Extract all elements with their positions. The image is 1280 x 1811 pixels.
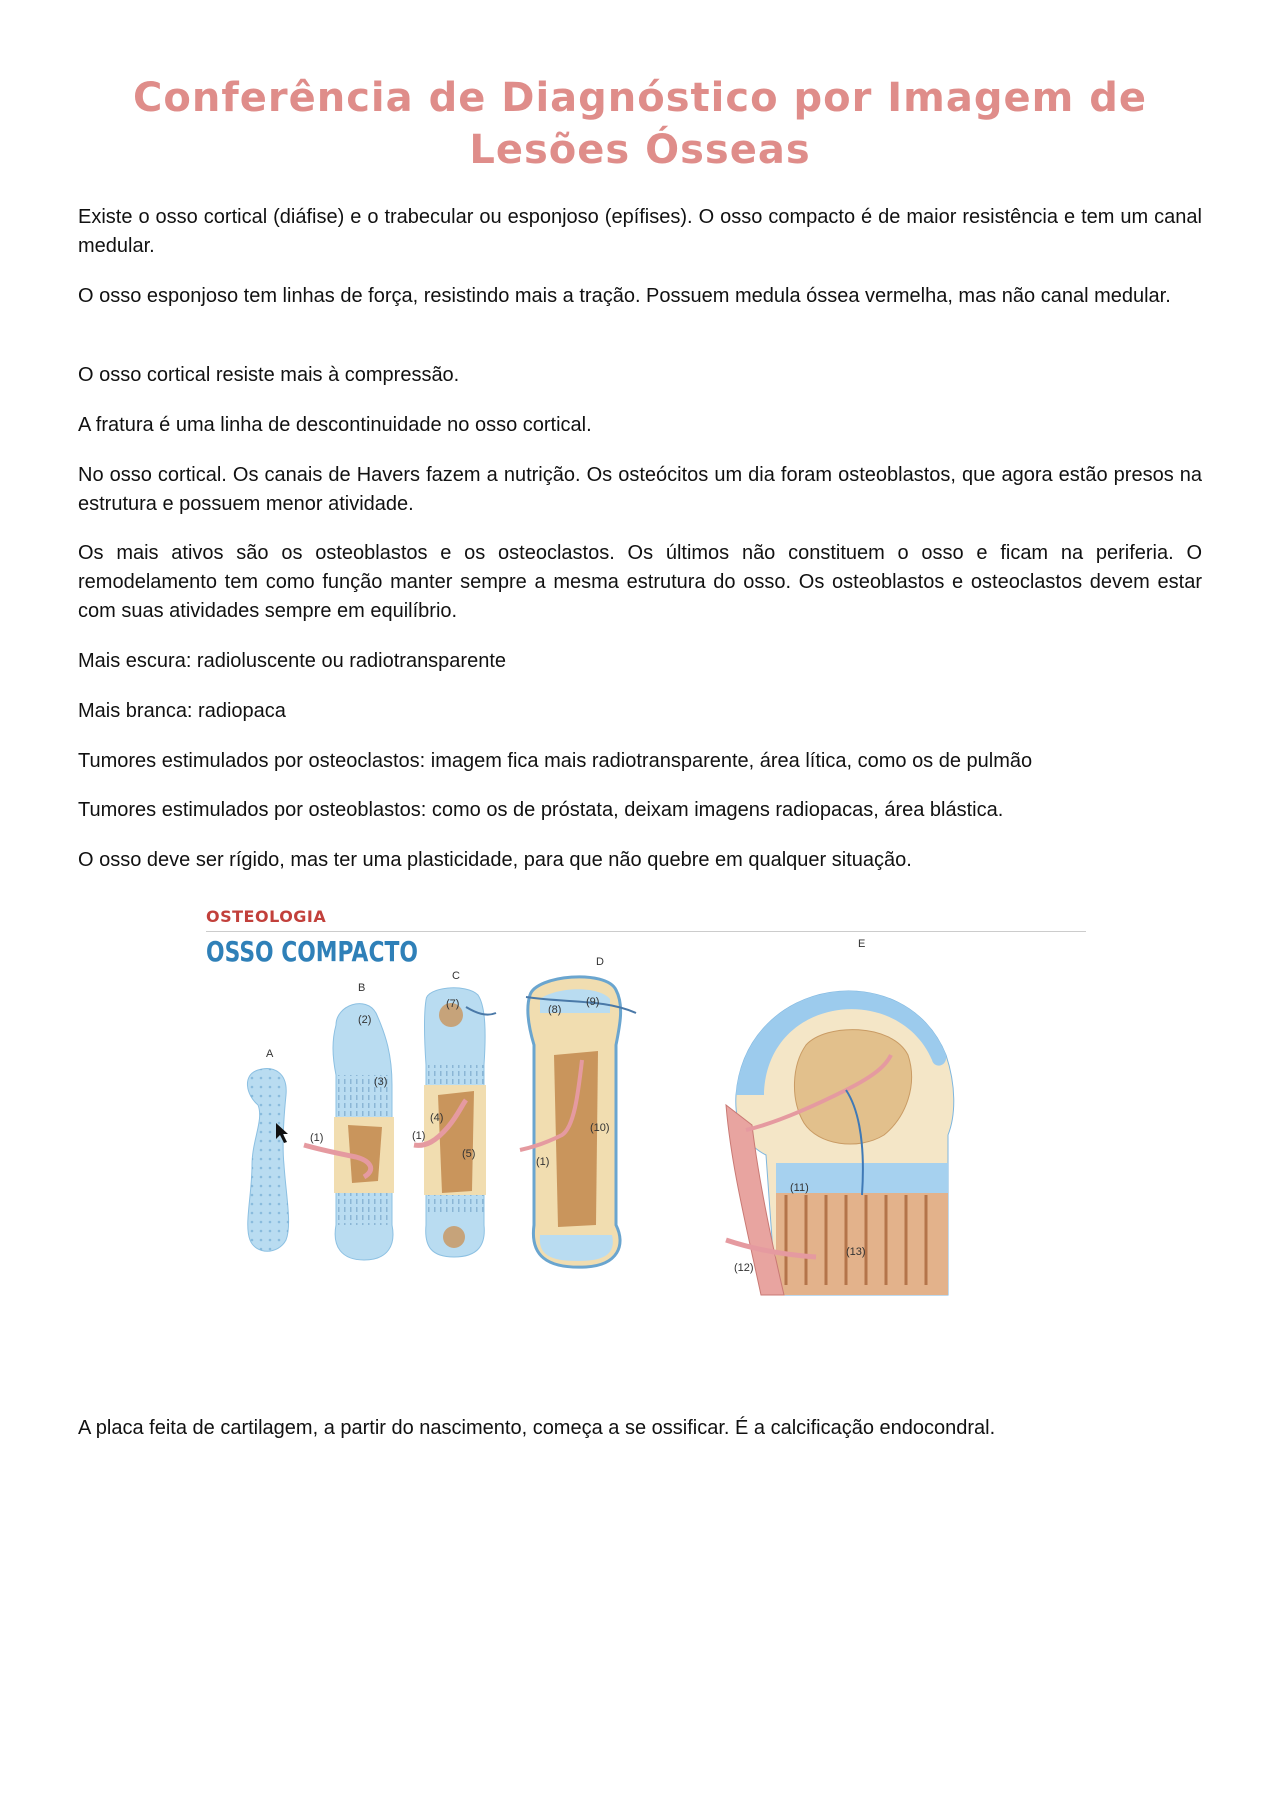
callout-1-d: (1) bbox=[536, 1156, 550, 1168]
callout-13: (13) bbox=[846, 1246, 866, 1258]
callout-8: (8) bbox=[548, 1004, 562, 1016]
stage-d-long-bone bbox=[520, 977, 636, 1267]
paragraph-7: Mais escura: radioluscente ou radiotransparente bbox=[78, 650, 507, 672]
stage-c-primary-center bbox=[414, 988, 496, 1257]
callout-1-b: (1) bbox=[310, 1132, 324, 1144]
callout-5: (5) bbox=[462, 1148, 476, 1160]
compact-bone-figure bbox=[186, 895, 1096, 1400]
paragraph-4: A fratura é uma linha de descontinuidade no osso cortical. bbox=[78, 414, 592, 436]
stage-label-e: E bbox=[858, 938, 866, 950]
callout-4: (4) bbox=[430, 1112, 444, 1124]
stage-a-cartilage-model bbox=[247, 1069, 288, 1252]
stage-label-c: C bbox=[452, 970, 460, 982]
page-title: Conferência de Diagnóstico por Imagem de Lesões Ósseas bbox=[133, 75, 1147, 173]
ossification-illustration bbox=[186, 895, 1096, 1400]
paragraph-6: Os mais ativos são os osteoblastos e os osteoclastos. Os últimos não constituem o osso e ficam na periferia. O remodelamento tem como função manter sempre a mesma estrutura do osso. Os osteoblastos e osteoclastos devem estar com suas atividades sempre em equilíbrio. bbox=[78, 542, 1202, 622]
figure-subtitle: OSSO COMPACTO bbox=[206, 935, 418, 968]
figure-header: OSTEOLOGIA bbox=[206, 907, 327, 926]
stage-label-d: D bbox=[596, 956, 604, 968]
paragraph-3: O osso cortical resiste mais à compressão. bbox=[78, 364, 460, 386]
callout-7: (7) bbox=[446, 998, 460, 1010]
callout-9: (9) bbox=[586, 996, 600, 1008]
callout-1-c: (1) bbox=[412, 1130, 426, 1142]
paragraph-9: Tumores estimulados por osteoclastos: imagem fica mais radiotransparente, área lítica, como os de pulmão bbox=[78, 750, 1033, 772]
callout-3: (3) bbox=[374, 1076, 388, 1088]
closing-paragraph: A placa feita de cartilagem, a partir do nascimento, começa a se ossificar. É a calcificação endocondral. bbox=[78, 1417, 996, 1439]
stage-label-b: B bbox=[358, 982, 366, 994]
callout-12: (12) bbox=[734, 1262, 754, 1274]
paragraph-8: Mais branca: radiopaca bbox=[78, 700, 286, 722]
paragraph-1: Existe o osso cortical (diáfise) e o trabecular ou esponjoso (epífises). O osso compacto é de maior resistência e tem um canal medular. bbox=[78, 206, 1202, 257]
stage-label-a: A bbox=[266, 1048, 274, 1060]
paragraph-5: No osso cortical. Os canais de Havers fazem a nutrição. Os osteócitos um dia foram osteoblastos, que agora estão presos na estrutura e possuem menor atividade. bbox=[78, 464, 1202, 515]
callout-10: (10) bbox=[590, 1122, 610, 1134]
callout-11: (11) bbox=[790, 1182, 809, 1194]
paragraph-11: O osso deve ser rígido, mas ter uma plasticidade, para que não quebre em qualquer situação. bbox=[78, 849, 912, 871]
paragraph-10: Tumores estimulados por osteoblastos: como os de próstata, deixam imagens radiopacas, área blástica. bbox=[78, 799, 1004, 821]
stage-e-epiphysis-detail bbox=[726, 991, 954, 1295]
callout-2: (2) bbox=[358, 1014, 372, 1026]
paragraph-2: O osso esponjoso tem linhas de força, resistindo mais a tração. Possuem medula óssea vermelha, mas não canal medular. bbox=[78, 285, 1171, 307]
